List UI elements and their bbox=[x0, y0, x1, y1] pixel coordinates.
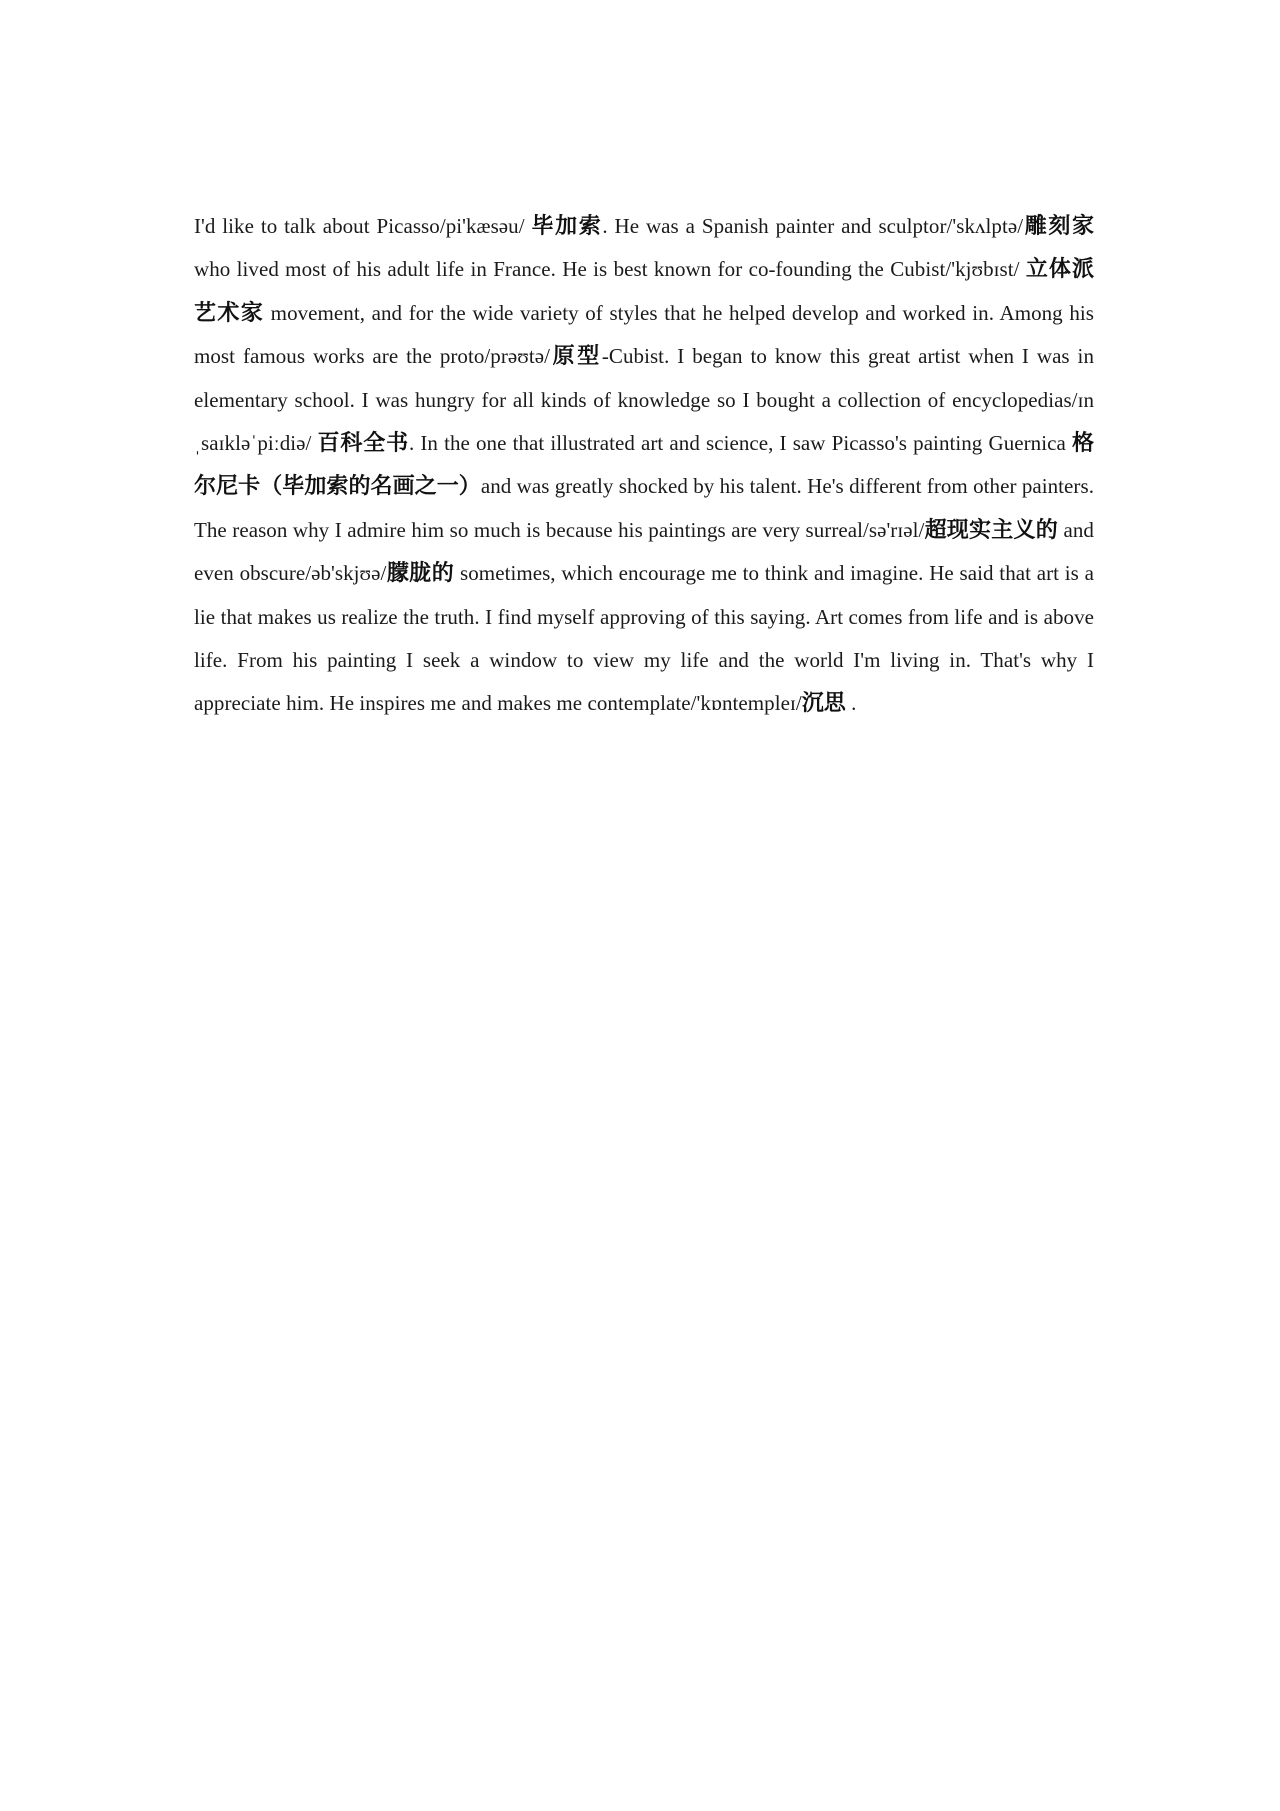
essay-text: -Cubist. I began to know this great artist when I was in elementary school. I was hungry for all kinds of knowledge so I bought a collection of encyclopedias/ɪnˌsaɪkləˈpiːdiə/ bbox=[194, 344, 1094, 456]
chinese-gloss: 立体派艺术家 bbox=[194, 257, 1095, 326]
essay-text: and even obscure/əb'skjʊə/ bbox=[194, 517, 1094, 586]
chinese-gloss: 超现实主义的 bbox=[924, 517, 1059, 543]
chinese-gloss: 原型 bbox=[549, 344, 602, 370]
essay-text: and was greatly shocked by his talent. He's different from other painters. The reason why I admire him so much is because his paintings are very surreal/sə'rɪəl/ bbox=[194, 474, 1094, 542]
essay-text: who lived most of his adult life in France. He is best known for co-founding the Cubist/'kjʊbɪst/ bbox=[194, 257, 1026, 282]
essay-text: I'd like to talk about Picasso/pi'kæsəu/ bbox=[194, 214, 532, 238]
chinese-gloss: 百科全书 bbox=[317, 431, 409, 457]
essay-text: movement, and for the wide variety of styles that he helped develop and worked in. Among his most famous works are the proto/prəʊtə/ bbox=[194, 300, 1094, 369]
chinese-gloss: 毕加索 bbox=[531, 214, 603, 239]
chinese-gloss: 朦胧的 bbox=[386, 561, 455, 587]
essay-text: . bbox=[845, 691, 857, 716]
essay-paragraph bbox=[194, 205, 1094, 726]
chinese-gloss: 雕刻家 bbox=[1023, 214, 1094, 239]
chinese-gloss: 沉思 bbox=[801, 691, 846, 717]
essay-text: sometimes, which encourage me to think and imagine. He said that art is a lie that makes us realize the truth. I find myself approving of this saying. Art comes from life and is above life. From his painting I seek a window to view my life and the world I'm living in. That's why I appreciate him. He inspires me and makes me contemplate/'kɒntempleɪ/ bbox=[194, 561, 1094, 716]
essay-text: . He was a Spanish painter and sculptor/'skʌlptə/ bbox=[602, 214, 1024, 238]
essay-text: . In the one that illustrated art and science, I saw Picasso's painting Guernica bbox=[408, 431, 1072, 456]
chinese-gloss: 格尔尼卡（毕加索的名画之一） bbox=[194, 431, 1095, 500]
